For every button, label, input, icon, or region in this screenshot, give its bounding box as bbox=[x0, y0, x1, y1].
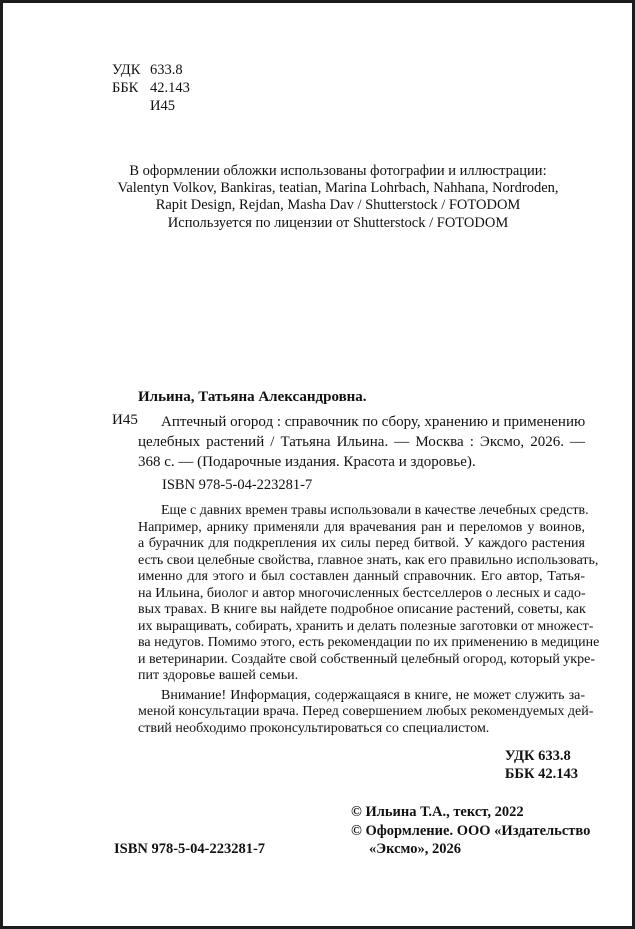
annotation-line: пит здоровье вашей семьи. bbox=[138, 668, 299, 683]
annotation-line: на Ильина, биолог и автор многочисленных бестселлеров о лесных и садо- bbox=[138, 585, 586, 601]
warning-line: ствий необходимо проконсультироваться со специалистом. bbox=[138, 720, 490, 736]
udk-row bbox=[112, 61, 190, 79]
warning-line: меной консультации врача. Перед совершением любых рекомендуемых дей- bbox=[138, 704, 594, 719]
udk-bold: УДК 633.8 bbox=[504, 748, 571, 764]
credits-line: Используется по лицензии от Shutterstock / FOTODOM bbox=[167, 214, 509, 231]
author-mark: И45 bbox=[150, 98, 175, 114]
warning-line: Внимание! Информация, содержащаяся в книге, не может служить за- bbox=[161, 687, 585, 703]
credits-line: Rapit Design, Rejdan, Masha Dav / Shutterstock / FOTODOM bbox=[155, 197, 521, 214]
udk-label: УДК bbox=[112, 62, 141, 78]
catalog-description bbox=[138, 412, 585, 472]
copyright-design: © Оформление. ООО «Издательство bbox=[351, 822, 591, 839]
annotation-line: и ветеринарии. Создайте свой собственный целебный огород, который укре- bbox=[138, 651, 595, 667]
author-mark-row bbox=[112, 97, 190, 115]
annotation bbox=[138, 503, 600, 737]
catalog-author: Ильина, Татьяна Александровна. bbox=[138, 389, 367, 405]
annotation-line: их выращивать, собирать, хранить и делать полезные заготовки от множест- bbox=[138, 618, 594, 634]
annotation-line: вых травах. В книге вы найдете подробное описание растений, советы, как bbox=[138, 602, 586, 617]
copyright-design-cont: «Эксмо», 2026 bbox=[369, 841, 461, 857]
classification-codes bbox=[112, 61, 190, 115]
catalog-mark: И45 bbox=[112, 412, 138, 428]
annotation-line: ва недугов. Помимо этого, есть рекомендации по их применению в медицине bbox=[138, 635, 600, 650]
copyright-text: © Ильина Т.А., текст, 2022 bbox=[351, 804, 524, 820]
classification-codes-bold bbox=[505, 747, 578, 783]
annotation-line: именно для этого и был составлен данный справочник. Его автор, Татья- bbox=[138, 569, 585, 584]
credits-line: Valentyn Volkov, Bankiras, teatian, Marina Lohrbach, Nahhana, Nordroden, bbox=[117, 180, 559, 197]
udk-value: 633.8 bbox=[150, 62, 183, 78]
catalog-isbn: ISBN 978-5-04-223281-7 bbox=[162, 477, 313, 493]
bbk-label: ББК bbox=[112, 80, 139, 96]
bbk-bold: ББК 42.143 bbox=[504, 766, 578, 782]
annotation-line: Например, арнику применяли для врачевания ран и переломов у воинов, bbox=[138, 519, 585, 535]
copyright-block bbox=[351, 803, 590, 859]
catalog-description-line: целебных растений / Татьяна Ильина. — Москва : Эксмо, 2026. — bbox=[138, 434, 585, 450]
credits-line: В оформлении обложки использованы фотографии и иллюстрации: bbox=[129, 163, 547, 179]
footer-isbn: ISBN 978-5-04-223281-7 bbox=[114, 841, 266, 857]
bbk-value: 42.143 bbox=[150, 80, 190, 96]
bbk-row bbox=[112, 79, 190, 97]
annotation-line: Еще с давних времен травы использовали в качестве лечебных средств. bbox=[161, 503, 589, 518]
cover-credits bbox=[103, 163, 573, 232]
annotation-line: а бурачник для подкрепления их силы перед битвой. У каждого растения bbox=[138, 536, 585, 551]
annotation-line: есть свои целебные свойства, главное знать, как его правильно использовать, bbox=[138, 552, 599, 568]
catalog-description-line: Аптечный огород : справочник по сбору, хранению и применению bbox=[161, 414, 586, 430]
catalog-description-line: 368 с. — (Подарочные издания. Красота и здоровье). bbox=[138, 454, 476, 470]
